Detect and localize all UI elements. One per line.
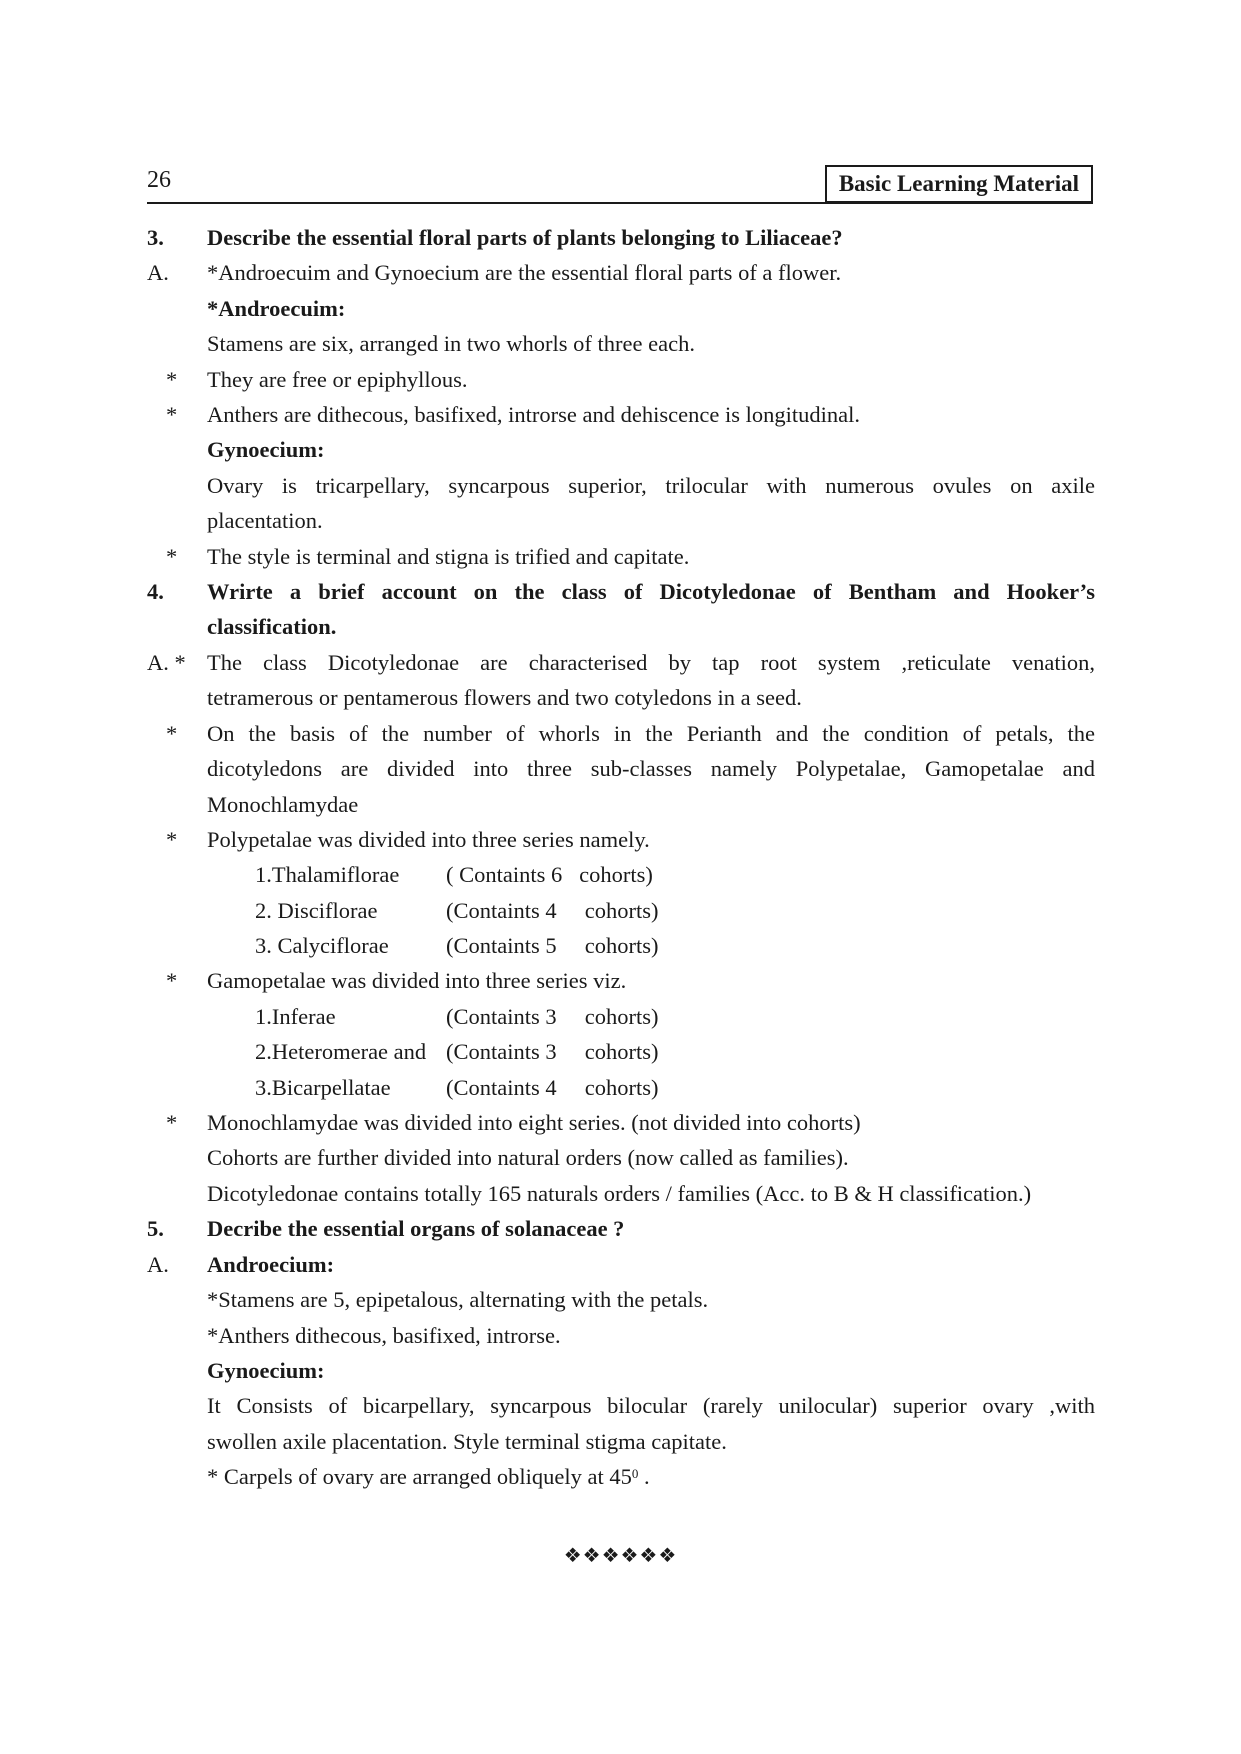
answer-line bbox=[147, 1176, 1095, 1211]
question-number: 5. bbox=[147, 1216, 164, 1242]
subheading-text: Androecium: bbox=[207, 1251, 335, 1277]
answer-text: Dicotyledonae contains totally 165 naturals orders / families (Acc. to B & H classification.) bbox=[207, 1180, 1032, 1206]
series-item bbox=[255, 999, 1095, 1034]
answer-line bbox=[147, 751, 1095, 786]
degree-superscript: 0 bbox=[631, 1466, 639, 1482]
bullet-text: Monochlamydae was divided into eight series. (not divided into cohorts) bbox=[207, 1110, 861, 1136]
series-name: 1.Inferae bbox=[255, 1003, 336, 1029]
header-title: Basic Learning Material bbox=[825, 165, 1093, 203]
bullet-star: * bbox=[166, 968, 178, 994]
ornament-divider: ❖❖❖❖❖❖ bbox=[563, 1543, 678, 1567]
answer-text: dicotyledons are divided into three sub-classes namely Polypetalae, Gamopetalae and bbox=[207, 756, 1095, 782]
answer-text: *Anthers dithecous, basifixed, introrse. bbox=[207, 1322, 561, 1348]
answer-line bbox=[147, 1459, 1095, 1494]
question-5 bbox=[147, 1211, 1095, 1246]
answer-line bbox=[147, 1140, 1095, 1175]
answer-text: *Stamens are 5, epipetalous, alternating with the petals. bbox=[207, 1287, 709, 1313]
bullet-text: Gamopetalae was divided into three series viz. bbox=[207, 968, 627, 994]
answer-line bbox=[147, 787, 1095, 822]
answer-line bbox=[147, 326, 1095, 361]
bullet-text: They are free or epiphyllous. bbox=[207, 366, 468, 392]
series-cohorts: (Containts 4 cohorts) bbox=[446, 1074, 659, 1100]
question-text: Decribe the essential organs of solanaceae ? bbox=[207, 1216, 625, 1242]
bullet-item bbox=[147, 539, 1095, 574]
series-item bbox=[255, 857, 1095, 892]
bullet-star: * bbox=[166, 543, 178, 569]
series-name: 3.Bicarpellatae bbox=[255, 1074, 391, 1100]
page-number: 26 bbox=[147, 167, 171, 193]
page-content bbox=[147, 220, 1095, 1495]
question-continuation bbox=[147, 609, 1095, 644]
answer-text: The class Dicotyledonae are characterised by tap root system ,reticulate venation, bbox=[207, 649, 1095, 675]
answer-line bbox=[147, 1247, 1095, 1282]
answer-line bbox=[147, 645, 1095, 680]
answer-mark: A. bbox=[147, 1251, 169, 1277]
series-cohorts: (Containts 3 cohorts) bbox=[446, 1039, 659, 1065]
series-cohorts: (Containts 5 cohorts) bbox=[446, 933, 659, 959]
bullet-text: On the basis of the number of whorls in the Perianth and the condition of petals, the bbox=[207, 720, 1095, 746]
answer-line bbox=[147, 1318, 1095, 1353]
series-cohorts: ( Containts 6 cohorts) bbox=[446, 862, 653, 888]
answer-line bbox=[147, 680, 1095, 715]
question-text: Describe the essential floral parts of plants belonging to Liliaceae? bbox=[207, 225, 843, 250]
subheading-androecium bbox=[147, 291, 1095, 326]
subheading-gynoecium bbox=[147, 1353, 1095, 1388]
series-item bbox=[255, 1034, 1095, 1069]
answer-text: swollen axile placentation. Style terminal stigma capitate. bbox=[207, 1428, 727, 1454]
series-name: 1.Thalamiflorae bbox=[255, 862, 400, 888]
answer-mark: A. bbox=[147, 260, 169, 286]
answer-text: It Consists of bicarpellary, syncarpous bilocular (rarely unilocular) superior ovary ,with bbox=[207, 1393, 1095, 1419]
question-4 bbox=[147, 574, 1095, 609]
bullet-star: * bbox=[166, 720, 178, 746]
series-item bbox=[255, 893, 1095, 928]
answer-text: Stamens are six, arranged in two whorls of three each. bbox=[207, 331, 695, 357]
answer-text: Monochlamydae bbox=[207, 791, 359, 817]
question-text: Wrirte a brief account on the class of Dicotyledonae of Bentham and Hooker’s bbox=[207, 579, 1095, 605]
bullet-text: Anthers are dithecous, basifixed, introrse and dehiscence is longitudinal. bbox=[207, 402, 860, 428]
answer-text-main: * Carpels of ovary are arranged obliquely at 45 bbox=[207, 1464, 632, 1490]
answer-line bbox=[147, 255, 1095, 290]
bullet-text: The style is terminal and stigna is trified and capitate. bbox=[207, 543, 690, 569]
subheading-text: Gynoecium: bbox=[207, 437, 325, 463]
question-3 bbox=[147, 220, 1095, 255]
answer-line bbox=[147, 1388, 1095, 1423]
question-text: classification. bbox=[207, 614, 337, 640]
bullet-star: * bbox=[166, 1110, 178, 1136]
subheading-text: *Androecuim: bbox=[207, 295, 346, 321]
series-name: 3. Calyciflorae bbox=[255, 933, 389, 959]
answer-text: Cohorts are further divided into natural orders (now called as families). bbox=[207, 1145, 849, 1171]
series-name: 2.Heteromerae and bbox=[255, 1039, 427, 1065]
answer-line bbox=[147, 503, 1095, 538]
series-item bbox=[255, 928, 1095, 963]
answer-mark: A. * bbox=[147, 649, 186, 675]
series-cohorts: (Containts 3 cohorts) bbox=[446, 1003, 659, 1029]
answer-text: placentation. bbox=[207, 508, 323, 534]
bullet-star: * bbox=[166, 826, 178, 852]
bullet-text: Polypetalae was divided into three series namely. bbox=[207, 826, 650, 852]
bullet-item bbox=[147, 822, 1095, 857]
bullet-item bbox=[147, 397, 1095, 432]
answer-text bbox=[207, 1459, 1095, 1494]
answer-line bbox=[147, 1282, 1095, 1317]
answer-text: tetramerous or pentamerous flowers and two cotyledons in a seed. bbox=[207, 685, 802, 711]
subheading-text: Gynoecium: bbox=[207, 1357, 325, 1383]
series-cohorts: (Containts 4 cohorts) bbox=[446, 897, 659, 923]
header-rule bbox=[147, 202, 1093, 204]
answer-line bbox=[147, 1424, 1095, 1459]
answer-line bbox=[147, 468, 1095, 503]
page-header bbox=[147, 165, 1093, 205]
bullet-item bbox=[147, 1105, 1095, 1140]
bullet-item bbox=[147, 362, 1095, 397]
question-number: 4. bbox=[147, 579, 164, 605]
bullet-item bbox=[147, 716, 1095, 751]
question-number: 3. bbox=[147, 225, 164, 250]
subheading-gynoecium bbox=[147, 432, 1095, 467]
answer-text: *Androecuim and Gynoecium are the essential floral parts of a flower. bbox=[207, 260, 842, 286]
bullet-item bbox=[147, 963, 1095, 998]
bullet-star: * bbox=[166, 366, 178, 392]
bullet-star: * bbox=[166, 402, 178, 428]
series-name: 2. Disciflorae bbox=[255, 897, 378, 923]
answer-text-end: . bbox=[638, 1464, 650, 1490]
series-item bbox=[255, 1070, 1095, 1105]
answer-text: Ovary is tricarpellary, syncarpous superior, trilocular with numerous ovules on axile bbox=[207, 472, 1095, 498]
